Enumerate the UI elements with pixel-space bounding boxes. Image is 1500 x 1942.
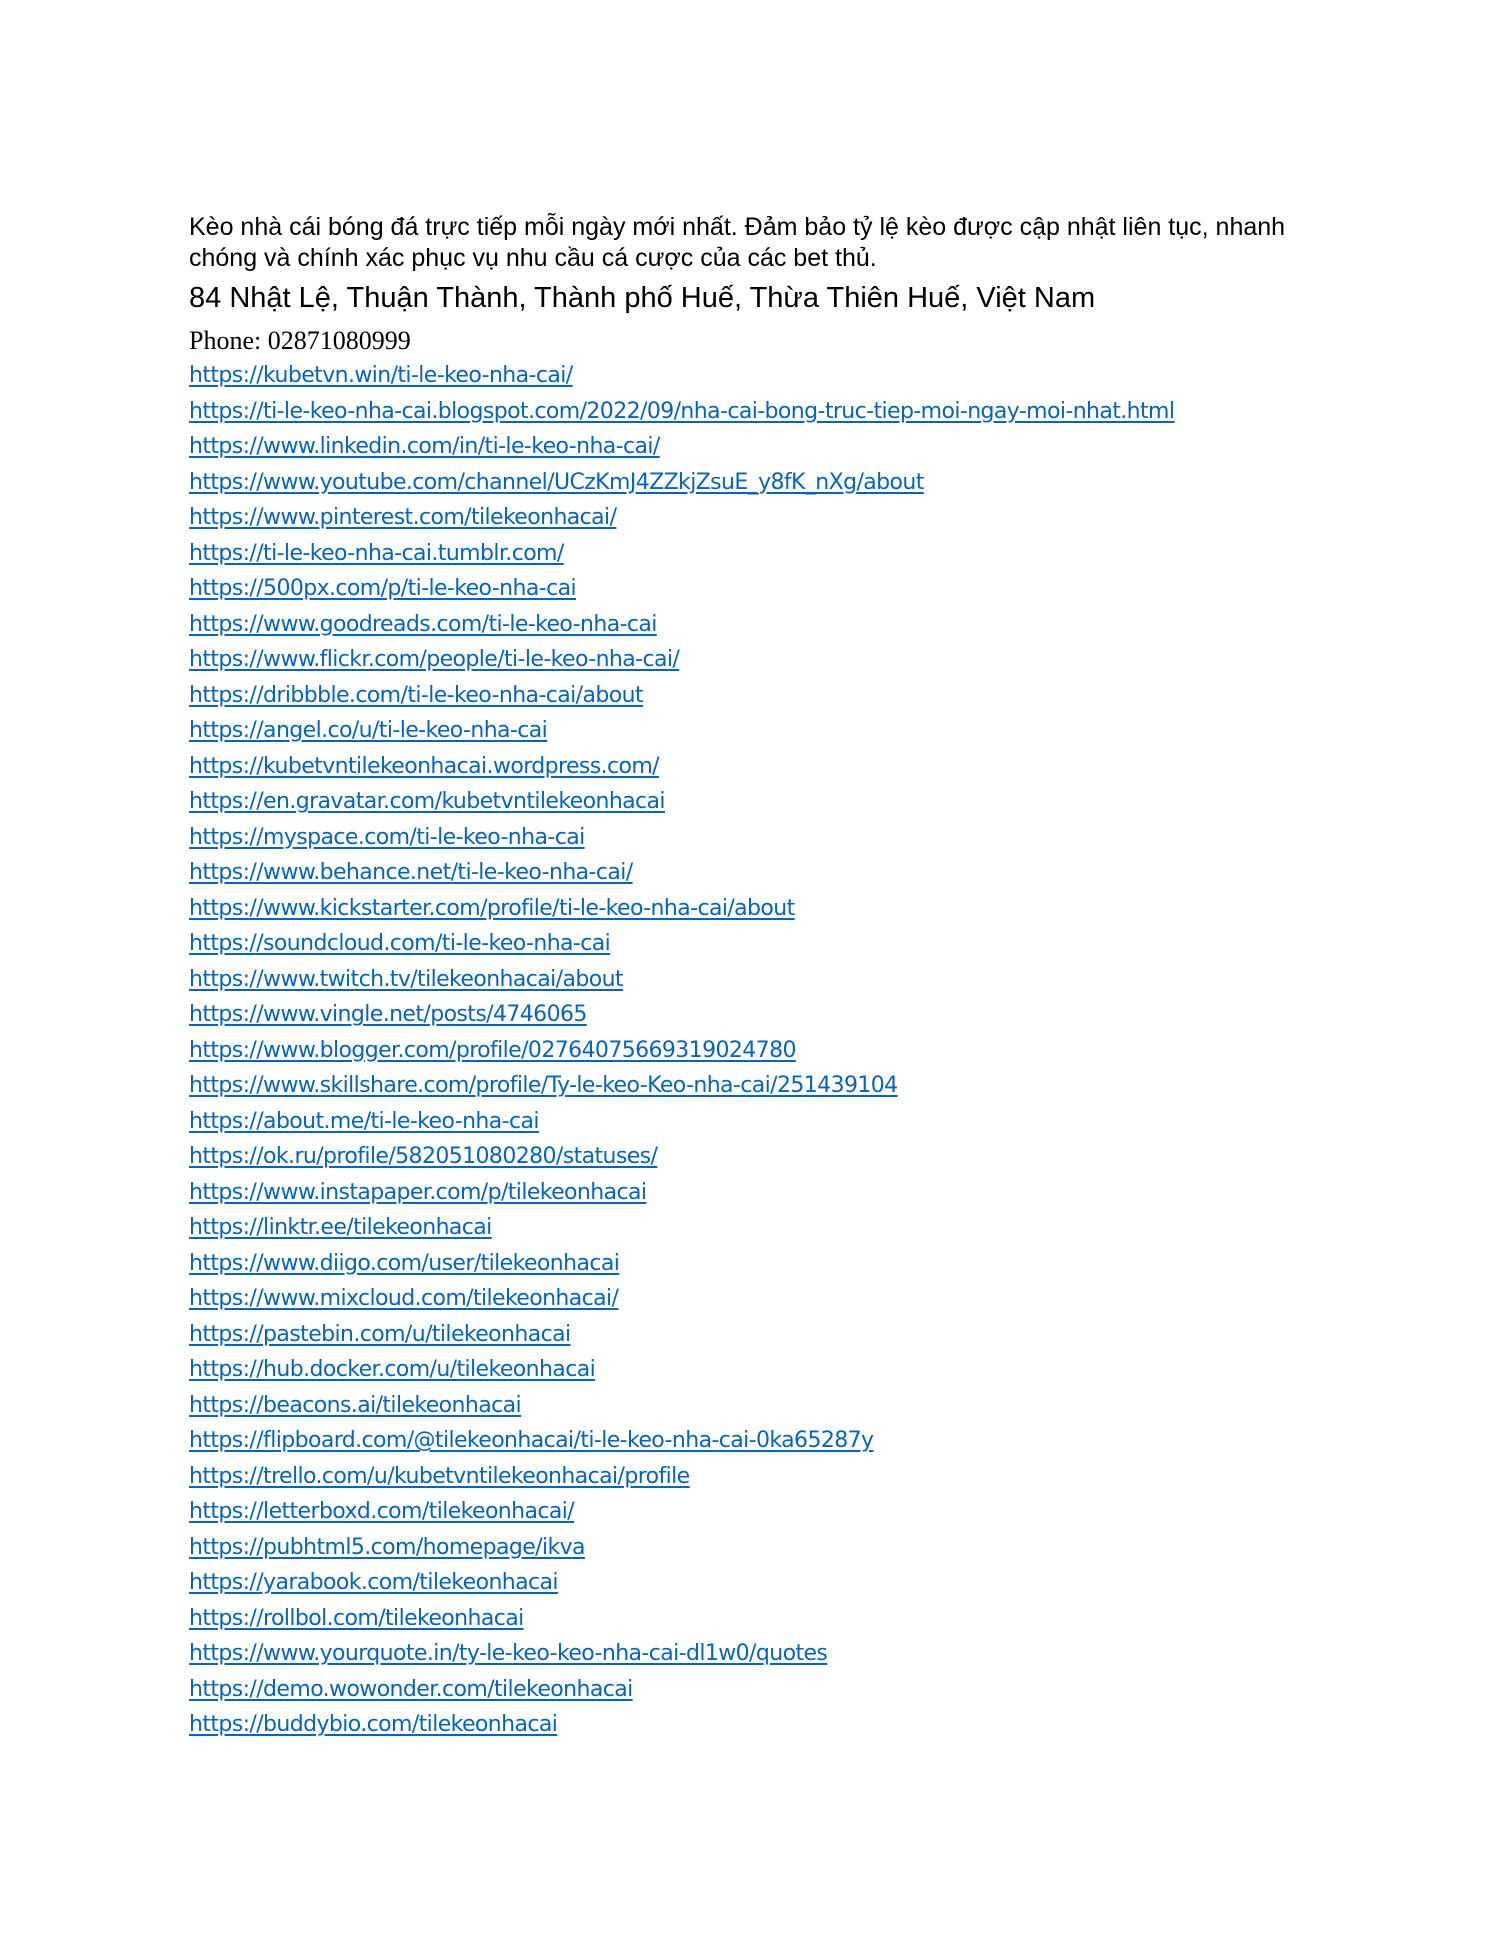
link-item[interactable]: https://www.linkedin.com/in/ti-le-keo-nha-cai/ (189, 434, 660, 459)
list-item (189, 855, 1339, 891)
link-item[interactable]: https://trello.com/u/kubetvntilekeonhacai/profile (189, 1463, 690, 1489)
link-item[interactable]: https://flipboard.com/@tilekeonhacai/ti-le-keo-nha-cai-0ka65287y (189, 1428, 874, 1453)
link-item[interactable]: https://about.me/ti-le-keo-nha-cai (189, 1108, 539, 1134)
link-item[interactable]: https://kubetvn.win/ti-le-keo-nha-cai/ (189, 363, 573, 388)
list-item (189, 784, 1339, 820)
link-item[interactable]: https://www.flickr.com/people/ti-le-keo-nha-cai/ (189, 647, 680, 672)
link-item[interactable]: https://kubetvntilekeonhacai.wordpress.com/ (189, 753, 659, 779)
link-item[interactable]: https://www.skillshare.com/profile/Ty-le-keo-Keo-nha-cai/251439104 (189, 1073, 898, 1098)
link-item[interactable]: https://buddybio.com/tilekeonhacai (189, 1712, 558, 1737)
list-item (189, 678, 1339, 714)
list-item (189, 429, 1339, 465)
link-item[interactable]: https://demo.wowonder.com/tilekeonhacai (189, 1676, 633, 1702)
list-item (189, 1423, 1339, 1459)
list-item (189, 1459, 1339, 1495)
list-item (189, 1388, 1339, 1424)
list-item (189, 1636, 1339, 1672)
link-item[interactable]: https://dribbble.com/ti-le-keo-nha-cai/about (189, 682, 643, 708)
link-item[interactable]: https://www.mixcloud.com/tilekeonhacai/ (189, 1286, 619, 1311)
link-item[interactable]: https://www.behance.net/ti-le-keo-nha-cai/ (189, 860, 633, 885)
list-item (189, 1104, 1339, 1140)
phone-line: Phone: 02871080999 (189, 326, 411, 355)
link-item[interactable]: https://www.diigo.com/user/tilekeonhacai (189, 1250, 620, 1276)
link-item[interactable]: https://letterboxd.com/tilekeonhacai/ (189, 1499, 575, 1524)
link-item[interactable]: https://www.yourquote.in/ty-le-keo-keo-nha-cai-dl1w0/quotes (189, 1641, 828, 1666)
list-item (189, 1139, 1339, 1175)
link-item[interactable]: https://angel.co/u/ti-le-keo-nha-cai (189, 718, 548, 743)
list-item (189, 1494, 1339, 1530)
link-item[interactable]: https://beacons.ai/tilekeonhacai (189, 1392, 521, 1418)
list-item (189, 642, 1339, 678)
link-item[interactable]: https://www.blogger.com/profile/02764075669319024780 (189, 1037, 796, 1063)
list-item (189, 1210, 1339, 1246)
list-item (189, 820, 1339, 856)
link-item[interactable]: https://500px.com/p/ti-le-keo-nha-cai (189, 576, 576, 601)
link-item[interactable]: https://www.kickstarter.com/profile/ti-le-keo-nha-cai/about (189, 895, 795, 921)
list-item (189, 571, 1339, 607)
link-list (189, 358, 1339, 1743)
list-item (189, 997, 1339, 1033)
list-item (189, 465, 1339, 501)
list-item (189, 536, 1339, 572)
list-item (189, 500, 1339, 536)
link-item[interactable]: https://myspace.com/ti-le-keo-nha-cai (189, 824, 585, 850)
list-item (189, 1530, 1339, 1566)
link-item[interactable]: https://yarabook.com/tilekeonhacai (189, 1570, 558, 1595)
link-item[interactable]: https://www.pinterest.com/tilekeonhacai/ (189, 505, 617, 530)
list-item (189, 1565, 1339, 1601)
list-item (189, 1707, 1339, 1743)
link-item[interactable]: https://pastebin.com/u/tilekeonhacai (189, 1321, 571, 1347)
link-item[interactable]: https://www.youtube.com/channel/UCzKmJ4ZZkjZsuE_y8fK_nXg/about (189, 469, 924, 495)
list-item (189, 1246, 1339, 1282)
list-item (189, 962, 1339, 998)
list-item (189, 1317, 1339, 1353)
list-item (189, 1281, 1339, 1317)
link-item[interactable]: https://www.goodreads.com/ti-le-keo-nha-cai (189, 611, 657, 637)
list-item (189, 1175, 1339, 1211)
address-line: 84 Nhật Lệ, Thuận Thành, Thành phố Huế, Thừa Thiên Huế, Việt Nam (189, 282, 1096, 314)
list-item (189, 394, 1339, 430)
link-item[interactable]: https://ti-le-keo-nha-cai.blogspot.com/2022/09/nha-cai-bong-truc-tiep-moi-ngay-moi-nhat.html (189, 398, 1175, 424)
link-item[interactable]: https://www.instapaper.com/p/tilekeonhacai (189, 1179, 647, 1205)
link-item[interactable]: https://ok.ru/profile/582051080280/statuses/ (189, 1144, 658, 1169)
list-item (189, 926, 1339, 962)
list-item (189, 358, 1339, 394)
list-item (189, 891, 1339, 927)
list-item (189, 713, 1339, 749)
intro-paragraph: Kèo nhà cái bóng đá trực tiếp mỗi ngày mới nhất. Đảm bảo tỷ lệ kèo được cập nhật liên tục, nhanh chóng và chính xác phục vụ nhu cầu cá cược của các bet thủ. (189, 213, 1286, 272)
link-item[interactable]: https://ti-le-keo-nha-cai.tumblr.com/ (189, 540, 564, 566)
document-body (189, 212, 1339, 1743)
link-item[interactable]: https://www.vingle.net/posts/4746065 (189, 1002, 587, 1027)
link-item[interactable]: https://rollbol.com/tilekeonhacai (189, 1605, 524, 1631)
link-item[interactable]: https://hub.docker.com/u/tilekeonhacai (189, 1357, 596, 1382)
link-item[interactable]: https://www.twitch.tv/tilekeonhacai/about (189, 966, 623, 992)
list-item (189, 749, 1339, 785)
list-item (189, 1601, 1339, 1637)
link-item[interactable]: https://linktr.ee/tilekeonhacai (189, 1215, 492, 1240)
list-item (189, 1033, 1339, 1069)
link-item[interactable]: https://pubhtml5.com/homepage/ikva (189, 1534, 585, 1560)
list-item (189, 607, 1339, 643)
link-item[interactable]: https://en.gravatar.com/kubetvntilekeonhacai (189, 789, 665, 814)
link-item[interactable]: https://soundcloud.com/ti-le-keo-nha-cai (189, 931, 611, 956)
list-item (189, 1672, 1339, 1708)
list-item (189, 1352, 1339, 1388)
list-item (189, 1068, 1339, 1104)
